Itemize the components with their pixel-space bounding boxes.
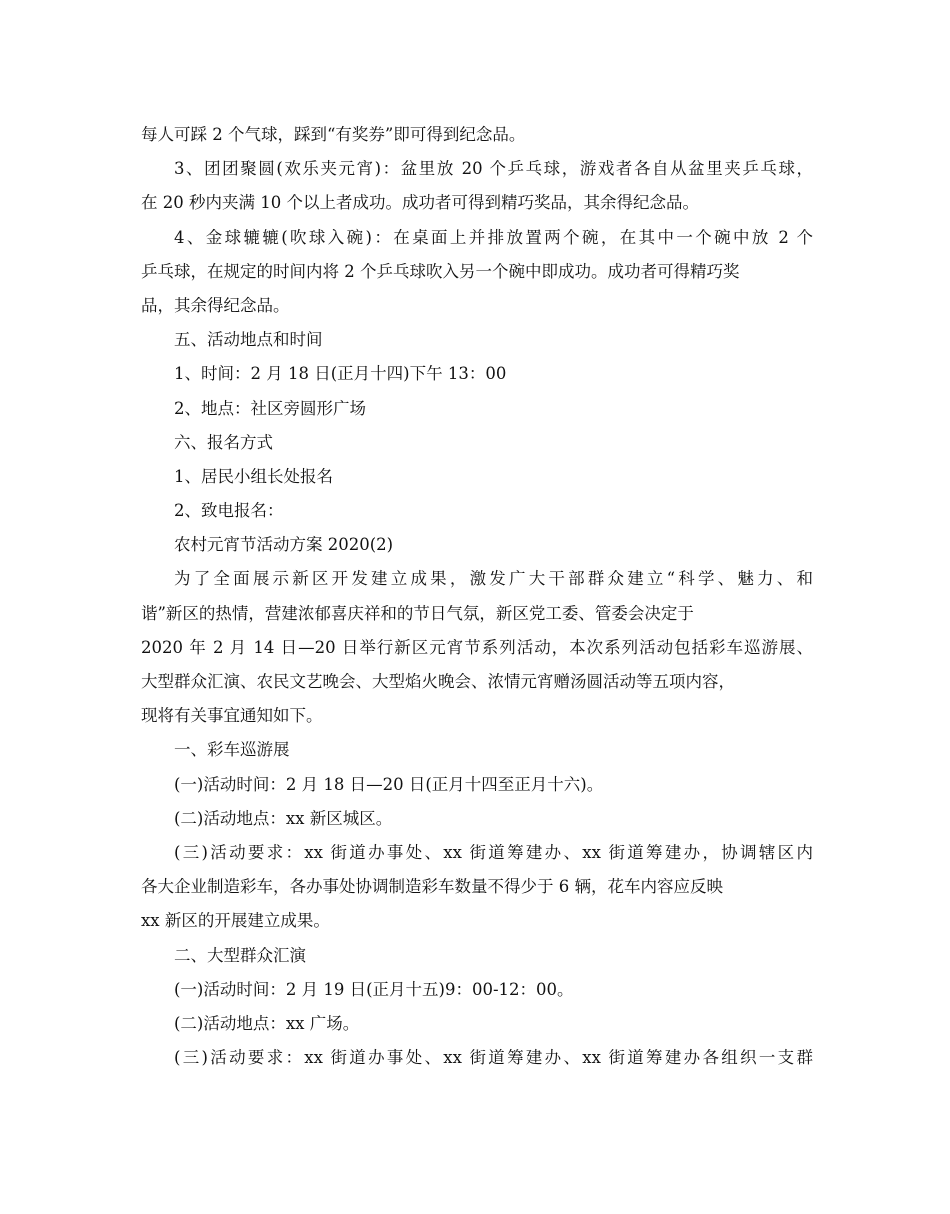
text-line: xx 新区的开展建立成果。: [141, 911, 330, 931]
text-line: 3、团团聚圆(欢乐夹元宵)：盆里放 20 个乒乓球，游戏者各自从盆里夹乒乓球，: [174, 159, 813, 179]
section-heading: 二、大型群众汇演: [174, 945, 306, 965]
text-line: 4、金球辘辘(吹球入碗)：在桌面上并排放置两个碗，在其中一个碗中放 2 个: [174, 227, 813, 247]
document-body: [141, 118, 813, 1075]
text-line: 2、致电报名：: [174, 501, 284, 521]
section-heading: 一、彩车巡游展: [174, 740, 290, 760]
section-heading: 六、报名方式: [174, 432, 273, 452]
text-line: (二)活动地点：xx 新区城区。: [174, 808, 393, 828]
section-heading: 五、活动地点和时间: [174, 330, 323, 350]
text-line: 1、时间：2 月 18 日(正月十四)下午 13：00: [174, 364, 507, 384]
text-line: (一)活动时间：2 月 18 日—20 日(正月十四至正月十六)。: [174, 774, 604, 794]
document-subtitle: 农村元宵节活动方案 2020(2): [174, 535, 394, 555]
text-line: (二)活动地点：xx 广场。: [174, 1013, 360, 1033]
text-line: 每人可踩 2 个气球，踩到“有奖券”即可得到纪念品。: [141, 125, 526, 144]
text-line: 2、地点：社区旁圆形广场: [174, 398, 366, 418]
text-line: 在 20 秒内夹满 10 个以上者成功。成功者可得到精巧奖品，其余得纪念品。: [141, 193, 699, 213]
text-line: (一)活动时间：2 月 19 日(正月十五)9：00-12：00。: [174, 979, 574, 999]
text-line: 现将有关事宜通知如下。: [141, 706, 323, 726]
text-line: (三)活动要求：xx 街道办事处、xx 街道筹建办、xx 街道筹建办各组织一支群: [174, 1048, 813, 1068]
text-line: 品，其余得纪念品。: [141, 295, 290, 315]
text-line: 大型群众汇演、农民文艺晚会、大型焰火晚会、浓情元宵赠汤圆活动等五项内容，: [141, 672, 735, 691]
text-line: (三)活动要求：xx 街道办事处、xx 街道筹建办、xx 街道筹建办，协调辖区内: [174, 842, 813, 862]
text-line: 谐”新区的热情，营建浓郁喜庆祥和的节日气氛，新区党工委、管委会决定于: [141, 603, 694, 623]
text-line: 为了全面展示新区开发建立成果，激发广大干部群众建立“科学、魅力、和: [174, 569, 813, 589]
text-line: 1、居民小组长处报名: [174, 466, 333, 486]
text-line: 乒乓球，在规定的时间内将 2 个乒乓球吹入另一个碗中即成功。成功者可得精巧奖: [141, 261, 740, 281]
text-line: 各大企业制造彩车，各办事处协调制造彩车数量不得少于 6 辆，花车内容应反映: [141, 877, 723, 897]
text-line: 2020 年 2 月 14 日—20 日举行新区元宵节系列活动，本次系列活动包括彩车巡游展、: [141, 637, 813, 657]
